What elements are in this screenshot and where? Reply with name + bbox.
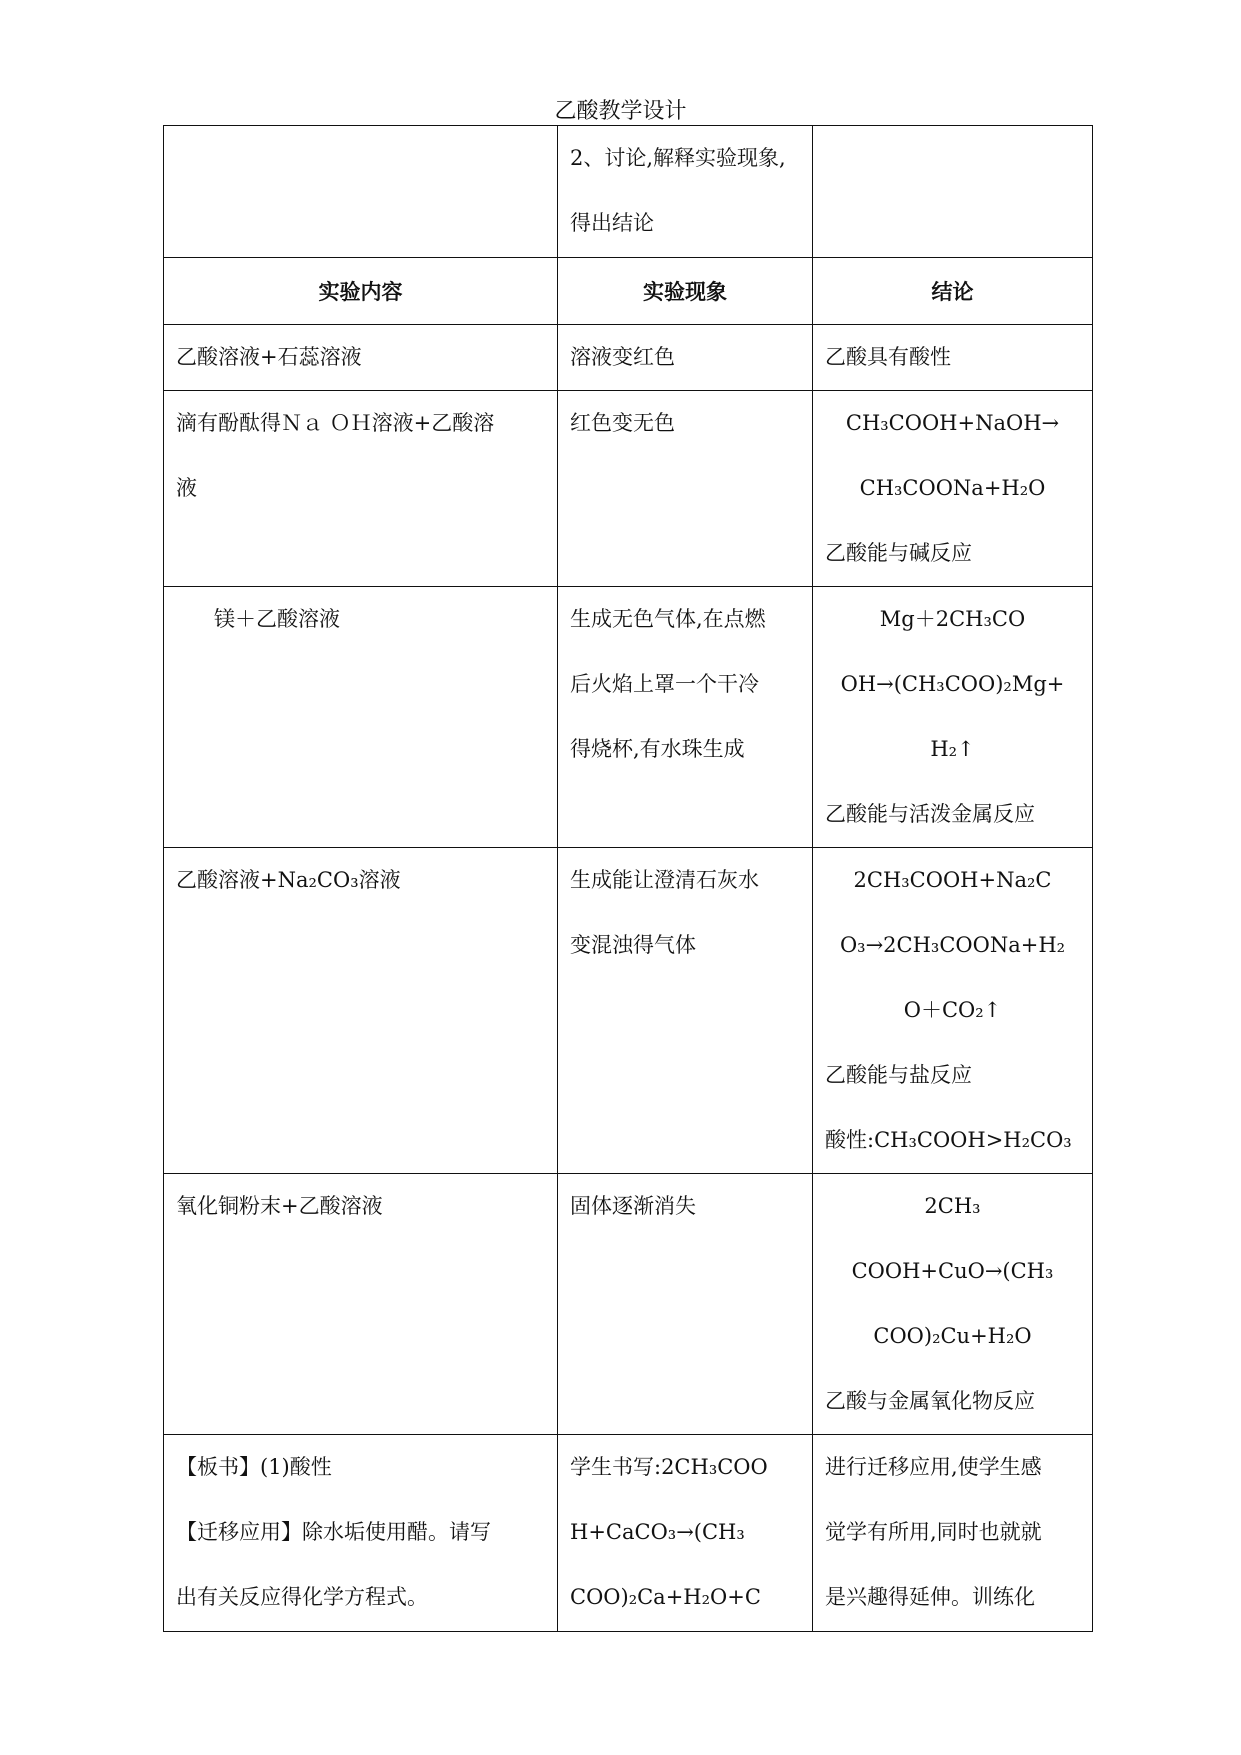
cell-line: COO)₂Ca+H₂O+C — [570, 1585, 761, 1609]
cell-phenomenon — [558, 1435, 813, 1632]
cell-line: 是兴趣得延伸。训练化 — [825, 1585, 1035, 1609]
cell-line: CH₃COONa+H₂O — [859, 476, 1046, 500]
cell-line: 液 — [176, 476, 197, 500]
cell-conclusion — [813, 848, 1093, 1174]
cell-line: 2、讨论,解释实验现象, — [570, 146, 786, 170]
cell-line: Mg＋2CH₃CO — [879, 607, 1026, 631]
cell-line: H₂↑ — [930, 737, 975, 761]
cell-line: 觉学有所用,同时也就就 — [825, 1520, 1042, 1544]
cell-line: 【板书】(1)酸性 — [176, 1455, 332, 1479]
cell-line: 乙酸溶液+石蕊溶液 — [176, 345, 362, 369]
cell-line: 镁＋乙酸溶液 — [214, 607, 340, 631]
cell-line: 得出结论 — [570, 211, 654, 235]
cell-line: 乙酸能与活泼金属反应 — [825, 802, 1035, 826]
cell-line: 红色变无色 — [570, 411, 675, 435]
cell-line: OH→(CH₃COO)₂Mg+ — [840, 672, 1065, 696]
cell-line: 乙酸具有酸性 — [825, 345, 951, 369]
cell-line: 出有关反应得化学方程式。 — [176, 1585, 428, 1609]
cell-line: 生成无色气体,在点燃 — [570, 607, 766, 631]
header-content: 实验内容 — [164, 258, 558, 325]
cell-line: 进行迁移应用,使学生感 — [825, 1455, 1042, 1479]
cell-phenomenon — [558, 587, 813, 848]
cell-line: 乙酸能与碱反应 — [825, 541, 972, 565]
cell-content — [164, 325, 558, 391]
cell-empty — [164, 126, 558, 258]
cell-phenomenon — [558, 848, 813, 1174]
cell-line: 固体逐渐消失 — [570, 1194, 696, 1218]
table-row — [164, 391, 1093, 587]
cell-discussion — [558, 126, 813, 258]
cell-line: COOH+CuO→(CH₃ — [851, 1259, 1054, 1283]
cell-line: 滴有酚酞得Ｎａ ＯＨ溶液+乙酸溶 — [176, 411, 495, 435]
cell-line: 氧化铜粉末+乙酸溶液 — [176, 1194, 383, 1218]
header-conclusion: 结论 — [813, 258, 1093, 325]
table-row — [164, 1174, 1093, 1435]
table-header-row — [164, 258, 1093, 325]
cell-content — [164, 1435, 558, 1632]
cell-line: 乙酸溶液+Na₂CO₃溶液 — [176, 868, 401, 892]
cell-content — [164, 391, 558, 587]
cell-line: 【迁移应用】除水垢使用醋。请写 — [176, 1520, 491, 1544]
cell-line: CH₃COOH+NaOH→ — [845, 411, 1060, 435]
cell-line: 乙酸与金属氧化物反应 — [825, 1389, 1035, 1413]
table-row — [164, 587, 1093, 848]
cell-conclusion — [813, 1174, 1093, 1435]
cell-conclusion — [813, 391, 1093, 587]
cell-line: 2CH₃COOH+Na₂C — [853, 868, 1052, 892]
cell-line: 2CH₃ — [924, 1194, 981, 1218]
cell-line: 乙酸能与盐反应 — [825, 1063, 972, 1087]
cell-conclusion — [813, 1435, 1093, 1632]
table-row — [164, 848, 1093, 1174]
cell-line: 得烧杯,有水珠生成 — [570, 737, 745, 761]
cell-phenomenon — [558, 391, 813, 587]
cell-content — [164, 587, 558, 848]
cell-line: 变混浊得气体 — [570, 933, 696, 957]
table-row — [164, 325, 1093, 391]
cell-line: 溶液变红色 — [570, 345, 675, 369]
cell-phenomenon — [558, 325, 813, 391]
lesson-table — [163, 125, 1093, 1632]
cell-phenomenon — [558, 1174, 813, 1435]
cell-conclusion — [813, 587, 1093, 848]
cell-content — [164, 1174, 558, 1435]
table-row — [164, 126, 1093, 258]
cell-line: O＋CO₂↑ — [903, 998, 1002, 1022]
cell-content — [164, 848, 558, 1174]
cell-empty — [813, 126, 1093, 258]
cell-line: 酸性:CH₃COOH>H₂CO₃ — [825, 1128, 1072, 1152]
document-title: 乙酸教学设计 — [554, 99, 687, 124]
cell-line: H+CaCO₃→(CH₃ — [570, 1520, 745, 1544]
cell-line: COO)₂Cu+H₂O — [873, 1324, 1032, 1348]
table-row — [164, 1435, 1093, 1632]
cell-line: 生成能让澄清石灰水 — [570, 868, 759, 892]
cell-line: 学生书写:2CH₃COO — [570, 1455, 768, 1479]
cell-line: 后火焰上罩一个干冷 — [570, 672, 759, 696]
cell-conclusion — [813, 325, 1093, 391]
cell-line: O₃→2CH₃COONa+H₂ — [839, 933, 1066, 957]
header-phenomenon: 实验现象 — [558, 258, 813, 325]
